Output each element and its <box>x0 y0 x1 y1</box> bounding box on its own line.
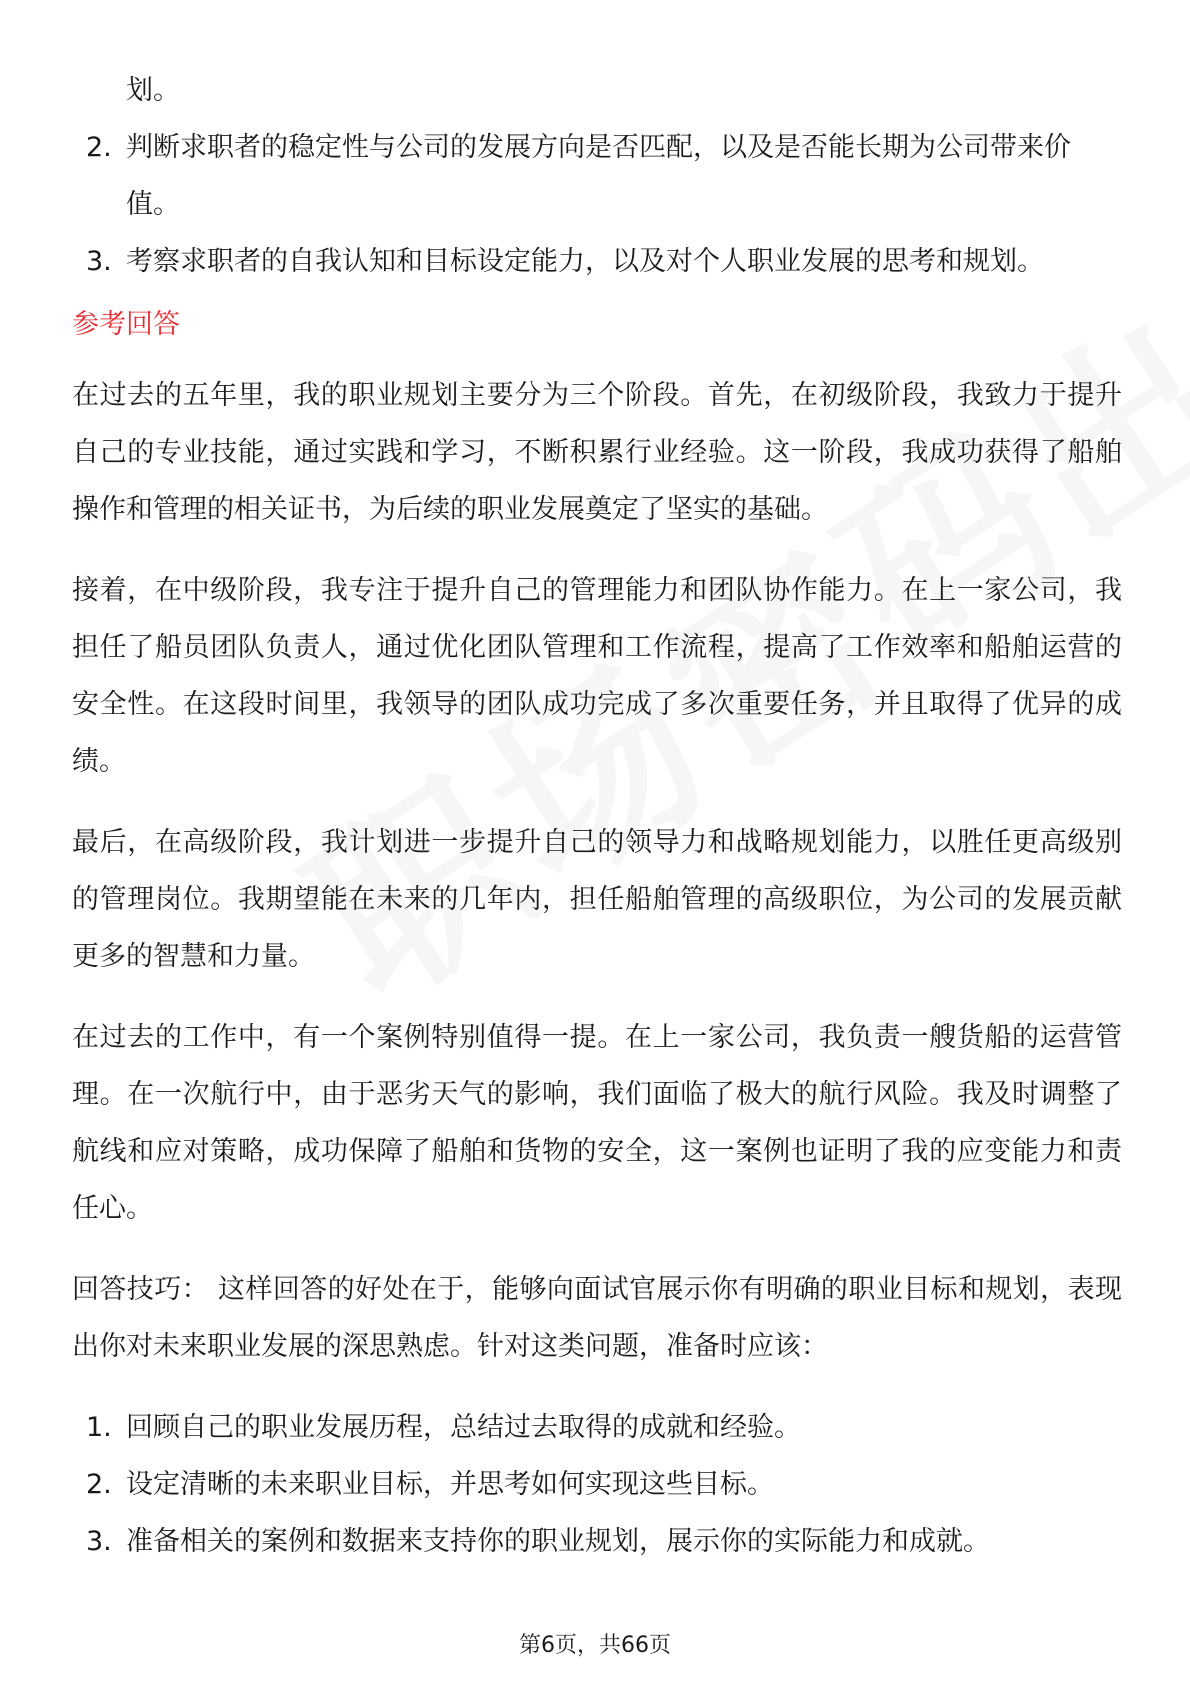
tips-list <box>72 1399 1122 1570</box>
list-item-continuation <box>72 62 1122 119</box>
list-number: 3. <box>86 1526 112 1557</box>
list-item <box>72 233 1122 290</box>
list-item <box>72 119 1122 233</box>
list-item <box>72 1399 1122 1456</box>
list-number: 2. <box>86 1469 112 1500</box>
answer-paragraph-2: 接着，在中级阶段，我专注于提升自己的管理能力和团队协作能力。在上一家公司，我担任了船员团队负责人，通过优化团队管理和工作流程，提高了工作效率和船舶运营的安全性。在这段时间里，我领导的团队成功完成了多次重要任务，并且取得了优异的成绩。 <box>72 575 1122 777</box>
page-footer: 第6页，共66页 <box>519 1633 671 1658</box>
list-item-text: 回顾自己的职业发展历程，总结过去取得的成就和经验。 <box>126 1412 801 1443</box>
list-number: 3. <box>86 246 112 277</box>
list-number: 2. <box>86 132 112 163</box>
list-item-text: 考察求职者的自我认知和目标设定能力，以及对个人职业发展的思考和规划。 <box>126 246 1044 277</box>
list-item-text: 判断求职者的稳定性与公司的发展方向是否匹配，以及是否能长期为公司带来价值。 <box>126 132 1071 220</box>
list-item-text: 准备相关的案例和数据来支持你的职业规划，展示你的实际能力和成就。 <box>126 1526 990 1557</box>
list-item-text: 设定清晰的未来职业目标，并思考如何实现这些目标。 <box>126 1469 774 1500</box>
list-number: 1. <box>86 1412 112 1443</box>
page-content <box>72 62 1122 1570</box>
section-title: 参考回答 <box>72 309 180 340</box>
answer-tips-paragraph: 回答技巧： 这样回答的好处在于，能够向面试官展示你有明确的职业目标和规划，表现出你对未来职业发展的深思熟虑。针对这类问题，准备时应该： <box>72 1274 1122 1362</box>
list-item <box>72 1456 1122 1513</box>
list-item-text: 划。 <box>126 75 180 106</box>
answer-paragraph-3: 最后，在高级阶段，我计划进一步提升自己的领导力和战略规划能力，以胜任更高级别的管理岗位。我期望能在未来的几年内，担任船舶管理的高级职位，为公司的发展贡献更多的智慧和力量。 <box>72 827 1122 972</box>
list-item <box>72 1513 1122 1570</box>
answer-paragraph-1: 在过去的五年里，我的职业规划主要分为三个阶段。首先，在初级阶段，我致力于提升自己的专业技能，通过实践和学习，不断积累行业经验。这一阶段，我成功获得了船舶操作和管理的相关证书，为后续的职业发展奠定了坚实的基础。 <box>72 380 1122 525</box>
answer-paragraph-4: 在过去的工作中，有一个案例特别值得一提。在上一家公司，我负责一艘货船的运营管理。在一次航行中，由于恶劣天气的影响，我们面临了极大的航行风险。我及时调整了航线和应对策略，成功保障了船舶和货物的安全，这一案例也证明了我的应变能力和责任心。 <box>72 1022 1122 1224</box>
